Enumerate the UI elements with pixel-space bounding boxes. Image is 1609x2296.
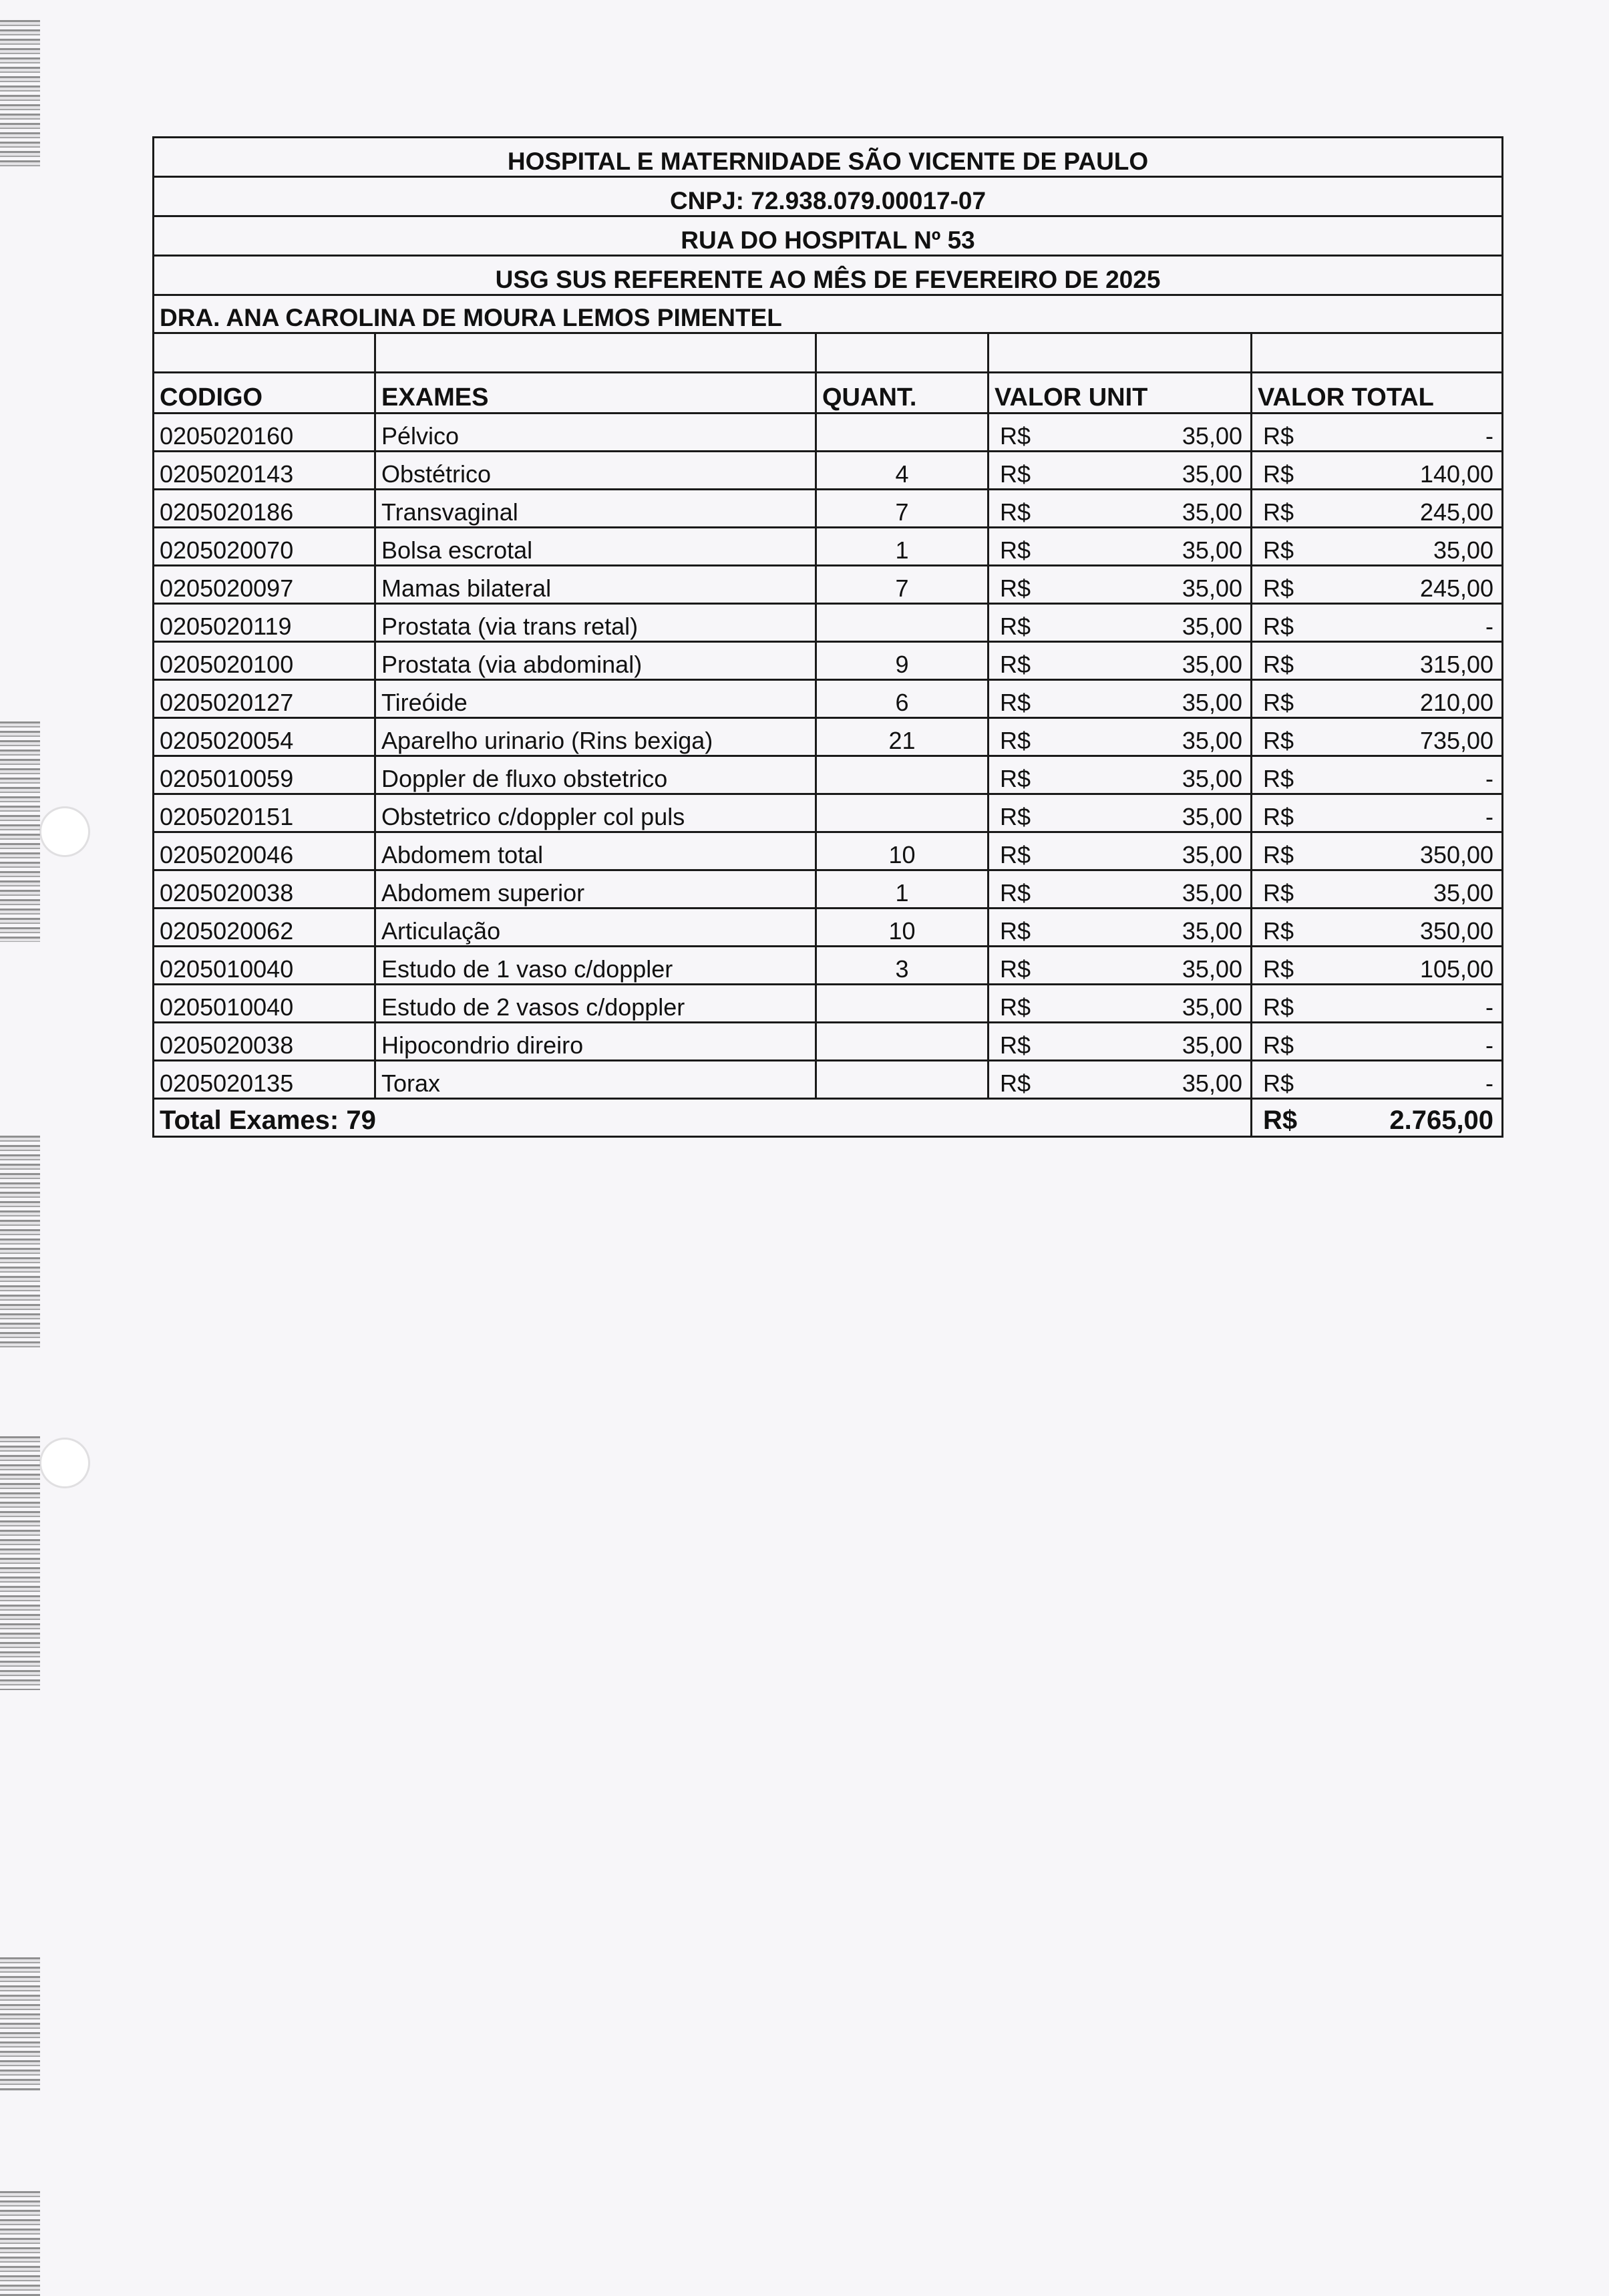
currency-symbol: R$ [1263,613,1294,640]
unit-value-cell [989,756,1252,794]
table-row [154,909,1503,947]
unit-value-cell [989,604,1252,642]
exam-code: 0205020127 [154,680,375,718]
currency-symbol: R$ [1000,955,1031,983]
table-row [154,870,1503,909]
exam-quantity: 1 [816,528,989,566]
currency-symbol: R$ [1000,765,1031,792]
unit-value-cell [989,528,1252,566]
currency-symbol: R$ [1000,727,1031,754]
currency-symbol: R$ [1263,1031,1294,1059]
total-value-cell [1252,642,1503,680]
currency-symbol: R$ [1263,993,1294,1021]
total-value: 350,00 [1419,841,1494,868]
currency-symbol: R$ [1000,498,1031,526]
exam-quantity [816,756,989,794]
total-value-cell [1252,528,1503,566]
total-value-cell [1252,490,1503,528]
unit-value: 35,00 [1182,613,1242,640]
currency-symbol: R$ [1263,460,1294,488]
exam-name: Prostata (via trans retal) [375,604,816,642]
column-header-unit: VALOR UNIT [989,373,1252,414]
unit-value-cell [989,947,1252,985]
exam-quantity [816,794,989,832]
unit-value: 35,00 [1182,879,1242,907]
exam-code: 0205020038 [154,1023,375,1061]
exam-quantity: 3 [816,947,989,985]
exam-quantity [816,1023,989,1061]
exam-code: 0205020100 [154,642,375,680]
exam-name: Abdomem superior [375,870,816,909]
total-value: 210,00 [1419,689,1494,716]
exam-name: Transvaginal [375,490,816,528]
exam-quantity: 6 [816,680,989,718]
hospital-name: HOSPITAL E MATERNIDADE SÃO VICENTE DE PAULO [154,138,1503,177]
unit-value: 35,00 [1182,727,1242,754]
spacer-cell [154,333,375,373]
exam-name: Aparelho urinario (Rins bexiga) [375,718,816,756]
exam-code: 0205020151 [154,794,375,832]
exam-code: 0205020054 [154,718,375,756]
scan-edge-artifact [0,20,40,167]
table-row [154,718,1503,756]
spacer-cell [1252,333,1503,373]
column-header-row [154,373,1503,414]
currency-symbol: R$ [1263,422,1294,450]
exam-name: Abdomem total [375,832,816,870]
currency-symbol: R$ [1263,1106,1298,1135]
currency-symbol: R$ [1263,689,1294,716]
scan-edge-artifact [0,1957,40,2091]
currency-symbol: R$ [1000,993,1031,1021]
exam-name: Estudo de 2 vasos c/doppler [375,985,816,1023]
table-row [154,947,1503,985]
total-value: 350,00 [1419,917,1494,945]
exam-code: 0205020135 [154,1061,375,1099]
exam-quantity: 1 [816,870,989,909]
total-value-cell [1252,870,1503,909]
unit-value-cell [989,1061,1252,1099]
total-value: 315,00 [1419,651,1494,678]
exam-code: 0205010040 [154,947,375,985]
unit-value: 35,00 [1182,422,1242,450]
scan-edge-artifact [0,721,40,942]
currency-symbol: R$ [1263,917,1294,945]
total-value: - [1485,422,1494,450]
currency-symbol: R$ [1263,803,1294,830]
unit-value-cell [989,642,1252,680]
total-value-cell [1252,909,1503,947]
unit-value-cell [989,680,1252,718]
column-header-total: VALOR TOTAL [1252,373,1503,414]
currency-symbol: R$ [1263,1070,1294,1097]
total-value: 140,00 [1419,460,1494,488]
table-row [154,414,1503,452]
total-value-cell [1252,1023,1503,1061]
table-row [154,642,1503,680]
grand-total-value: 2.765,00 [1389,1106,1494,1135]
table-row [154,832,1503,870]
exam-quantity [816,985,989,1023]
total-value-cell [1252,680,1503,718]
currency-symbol: R$ [1263,575,1294,602]
total-exams: Total Exames: 79 [154,1099,1252,1137]
total-value: 735,00 [1419,727,1494,754]
table-row [154,1061,1503,1099]
exam-name: Torax [375,1061,816,1099]
exam-quantity [816,604,989,642]
exam-code: 0205020038 [154,870,375,909]
unit-value: 35,00 [1182,460,1242,488]
exam-quantity [816,1061,989,1099]
exam-code: 0205010059 [154,756,375,794]
currency-symbol: R$ [1263,879,1294,907]
unit-value: 35,00 [1182,993,1242,1021]
report-table [152,136,1503,1138]
total-value-cell [1252,604,1503,642]
total-value-cell [1252,566,1503,604]
exam-quantity: 9 [816,642,989,680]
exam-name: Doppler de fluxo obstetrico [375,756,816,794]
currency-symbol: R$ [1000,651,1031,678]
currency-symbol: R$ [1000,917,1031,945]
exam-name: Tireóide [375,680,816,718]
exam-quantity [816,414,989,452]
unit-value-cell [989,490,1252,528]
exam-quantity: 10 [816,832,989,870]
exam-quantity: 10 [816,909,989,947]
exam-quantity: 7 [816,490,989,528]
column-header-exam: EXAMES [375,373,816,414]
total-value-cell [1252,718,1503,756]
total-value: - [1485,1031,1494,1059]
exam-code: 0205020186 [154,490,375,528]
total-value: 245,00 [1419,575,1494,602]
exam-code: 0205020046 [154,832,375,870]
exam-name: Prostata (via abdominal) [375,642,816,680]
scan-edge-artifact [0,1436,40,1690]
currency-symbol: R$ [1263,841,1294,868]
table-row [154,794,1503,832]
total-value-cell [1252,452,1503,490]
exam-name: Hipocondrio direiro [375,1023,816,1061]
total-value: 35,00 [1433,879,1494,907]
spacer-cell [989,333,1252,373]
punch-hole [41,1440,88,1486]
currency-symbol: R$ [1263,651,1294,678]
total-row [154,1099,1503,1137]
total-value-cell [1252,985,1503,1023]
currency-symbol: R$ [1000,879,1031,907]
unit-value: 35,00 [1182,1031,1242,1059]
currency-symbol: R$ [1000,536,1031,564]
total-value-cell [1252,947,1503,985]
doctor-name: DRA. ANA CAROLINA DE MOURA LEMOS PIMENTEL [154,295,1503,333]
unit-value-cell [989,452,1252,490]
exam-name: Estudo de 1 vaso c/doppler [375,947,816,985]
grand-total-cell [1252,1099,1503,1137]
currency-symbol: R$ [1000,613,1031,640]
table-row [154,452,1503,490]
unit-value: 35,00 [1182,1070,1242,1097]
unit-value-cell [989,414,1252,452]
unit-value-cell [989,794,1252,832]
total-value-cell [1252,1061,1503,1099]
exam-code: 0205020062 [154,909,375,947]
unit-value: 35,00 [1182,575,1242,602]
currency-symbol: R$ [1000,422,1031,450]
spacer-cell [375,333,816,373]
exam-quantity: 21 [816,718,989,756]
exam-code: 0205020143 [154,452,375,490]
total-value: 35,00 [1433,536,1494,564]
total-value: - [1485,1070,1494,1097]
table-row [154,756,1503,794]
exam-name: Obstétrico [375,452,816,490]
currency-symbol: R$ [1263,498,1294,526]
table-row [154,1023,1503,1061]
column-header-code: CODIGO [154,373,375,414]
unit-value: 35,00 [1182,689,1242,716]
table-row [154,680,1503,718]
unit-value-cell [989,909,1252,947]
table-row [154,566,1503,604]
currency-symbol: R$ [1263,955,1294,983]
spacer-cell [816,333,989,373]
unit-value-cell [989,832,1252,870]
currency-symbol: R$ [1000,803,1031,830]
unit-value: 35,00 [1182,803,1242,830]
scan-edge-artifact [0,2191,40,2296]
currency-symbol: R$ [1000,841,1031,868]
exam-name: Pélvico [375,414,816,452]
total-value: - [1485,993,1494,1021]
total-value: 105,00 [1419,955,1494,983]
exam-code: 0205010040 [154,985,375,1023]
exam-quantity: 4 [816,452,989,490]
unit-value: 35,00 [1182,917,1242,945]
unit-value: 35,00 [1182,841,1242,868]
punch-hole [41,808,88,855]
currency-symbol: R$ [1000,575,1031,602]
exam-quantity: 7 [816,566,989,604]
report-reference: USG SUS REFERENTE AO MÊS DE FEVEREIRO DE 2025 [154,256,1503,295]
currency-symbol: R$ [1000,689,1031,716]
unit-value: 35,00 [1182,651,1242,678]
exam-name: Mamas bilateral [375,566,816,604]
currency-symbol: R$ [1000,460,1031,488]
table-row [154,490,1503,528]
total-value-cell [1252,414,1503,452]
hospital-address: RUA DO HOSPITAL Nº 53 [154,216,1503,256]
table-row [154,604,1503,642]
currency-symbol: R$ [1263,536,1294,564]
unit-value: 35,00 [1182,498,1242,526]
exam-name: Obstetrico c/doppler col puls [375,794,816,832]
column-header-qty: QUANT. [816,373,989,414]
total-value: - [1485,765,1494,792]
total-value: - [1485,613,1494,640]
hospital-cnpj: CNPJ: 72.938.079.00017-07 [154,177,1503,216]
unit-value: 35,00 [1182,955,1242,983]
total-value-cell [1252,832,1503,870]
total-value-cell [1252,756,1503,794]
currency-symbol: R$ [1000,1070,1031,1097]
table-row [154,528,1503,566]
exam-name: Bolsa escrotal [375,528,816,566]
total-value: - [1485,803,1494,830]
total-value: 245,00 [1419,498,1494,526]
unit-value-cell [989,566,1252,604]
unit-value-cell [989,718,1252,756]
report-document [152,136,1501,1138]
exam-code: 0205020119 [154,604,375,642]
exam-code: 0205020097 [154,566,375,604]
table-row [154,985,1503,1023]
exam-code: 0205020070 [154,528,375,566]
unit-value-cell [989,1023,1252,1061]
exam-code: 0205020160 [154,414,375,452]
unit-value: 35,00 [1182,765,1242,792]
total-value-cell [1252,794,1503,832]
currency-symbol: R$ [1000,1031,1031,1059]
unit-value-cell [989,870,1252,909]
unit-value: 35,00 [1182,536,1242,564]
unit-value-cell [989,985,1252,1023]
currency-symbol: R$ [1263,765,1294,792]
currency-symbol: R$ [1263,727,1294,754]
exam-name: Articulação [375,909,816,947]
scan-edge-artifact [0,1136,40,1349]
